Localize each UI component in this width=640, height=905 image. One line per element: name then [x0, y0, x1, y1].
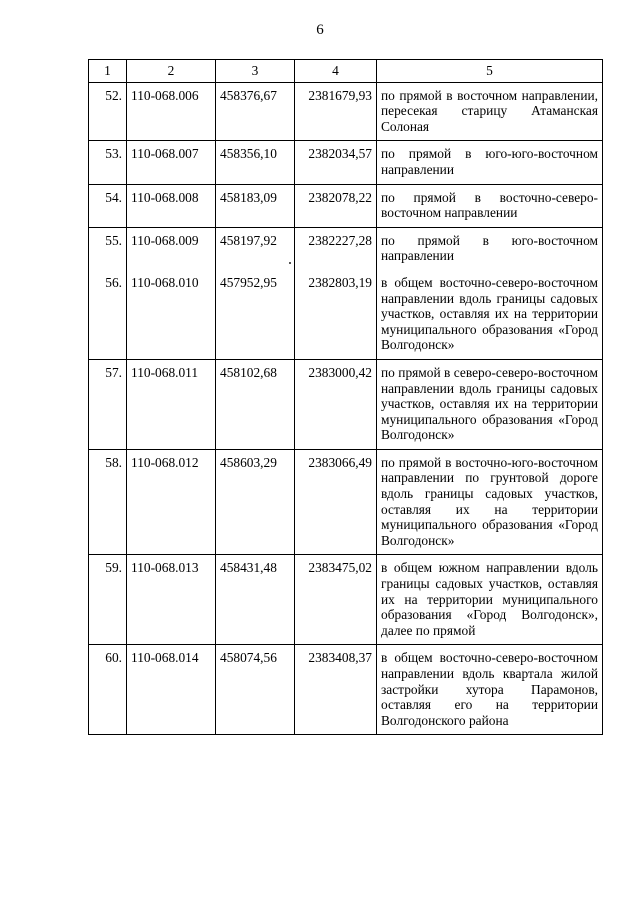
coord-y: 2383066,49	[295, 449, 377, 555]
point-code: 110-068.012	[127, 449, 216, 555]
coord-x: 457952,95	[216, 270, 295, 359]
coord-x: 458102,68	[216, 359, 295, 449]
coord-y: 2383475,02	[295, 555, 377, 645]
direction-description: по прямой в восточно-юго-восточном направлении по грунтовой дороге вдоль границы садовых участков, оставляя их на территории муниципального образования «Город Волгодонск»	[377, 449, 603, 555]
point-code: 110-068.014	[127, 645, 216, 735]
coord-x: 458197,92	[216, 227, 295, 270]
header-col-1: 1	[89, 60, 127, 83]
table-row	[89, 227, 603, 270]
coord-x: 458356,10	[216, 141, 295, 184]
row-number: 55.	[89, 227, 127, 270]
table-row	[89, 141, 603, 184]
row-number: 60.	[89, 645, 127, 735]
header-col-3: 3	[216, 60, 295, 83]
direction-description: в общем южном направлении вдоль границы садовых участков, оставляя их на территории муниципального образования «Город Волгодонск», далее по прямой	[377, 555, 603, 645]
header-col-2: 2	[127, 60, 216, 83]
coord-x: 458074,56	[216, 645, 295, 735]
row-number: 59.	[89, 555, 127, 645]
coord-y: 2382078,22	[295, 184, 377, 227]
table-row	[89, 184, 603, 227]
coord-y: 2383408,37	[295, 645, 377, 735]
coord-x: 458183,09	[216, 184, 295, 227]
table-row	[89, 555, 603, 645]
point-code: 110-068.009	[127, 227, 216, 270]
row-number: 53.	[89, 141, 127, 184]
coord-y: 2382034,57	[295, 141, 377, 184]
coord-x: 458431,48	[216, 555, 295, 645]
row-number: 57.	[89, 359, 127, 449]
coord-y: 2382803,19	[295, 270, 377, 359]
table-row	[89, 359, 603, 449]
direction-description: по прямой в восточно-северо-восточном направлении	[377, 184, 603, 227]
header-col-5: 5	[377, 60, 603, 83]
table-row	[89, 270, 603, 359]
row-number: 56.	[89, 270, 127, 359]
point-code: 110-068.007	[127, 141, 216, 184]
table-row	[89, 449, 603, 555]
table-row	[89, 82, 603, 141]
coord-y: 2383000,42	[295, 359, 377, 449]
point-code: 110-068.011	[127, 359, 216, 449]
boundary-points-table	[88, 59, 603, 735]
direction-description: в общем восточно-северо-восточном направлении вдоль квартала жилой застройки хутора Парамонов, оставляя его на территории Волгодонского района	[377, 645, 603, 735]
coord-x: 458376,67	[216, 82, 295, 141]
table-header-row	[89, 60, 603, 83]
row-number: 54.	[89, 184, 127, 227]
scan-speck	[289, 262, 291, 264]
direction-description: в общем восточно-северо-восточном направлении вдоль границы садовых участков, оставляя их на территории муниципального образования «Город Волгодонск»	[377, 270, 603, 359]
row-number: 58.	[89, 449, 127, 555]
direction-description: по прямой в восточном направлении, пересекая старицу Атаманская Солоная	[377, 82, 603, 141]
row-number: 52.	[89, 82, 127, 141]
point-code: 110-068.008	[127, 184, 216, 227]
direction-description: по прямой в юго-юго-восточном направлении	[377, 141, 603, 184]
direction-description: по прямой в северо-северо-восточном направлении вдоль границы садовых участков, оставляя их на территории муниципального образования «Город Волгодонск»	[377, 359, 603, 449]
point-code: 110-068.013	[127, 555, 216, 645]
page-number: 6	[316, 22, 324, 38]
coord-x: 458603,29	[216, 449, 295, 555]
table-row	[89, 645, 603, 735]
point-code: 110-068.006	[127, 82, 216, 141]
coord-y: 2381679,93	[295, 82, 377, 141]
direction-description: по прямой в юго-восточном направлении	[377, 227, 603, 270]
header-col-4: 4	[295, 60, 377, 83]
point-code: 110-068.010	[127, 270, 216, 359]
coord-y: 2382227,28	[295, 227, 377, 270]
